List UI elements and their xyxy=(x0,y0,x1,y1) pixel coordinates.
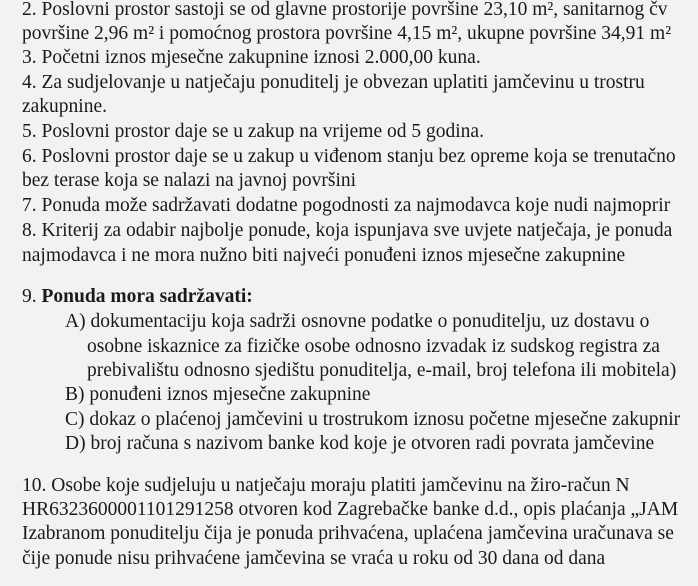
text-line: Izabranom ponuditelju čija je ponuda prihvaćena, uplaćena jamčevina uračunava se xyxy=(22,523,674,544)
text-line: 2. Poslovni prostor sastoji se od glavne prostorije površine 23,10 m², sanitarnog čv xyxy=(22,0,668,20)
list-item: A) dokumentaciju koja sadrži osnovne podatke o ponuditelju, uz dostavu o xyxy=(65,311,650,332)
text-line: čije ponude nisu prihvaćene jamčevina se vraća u roku od 30 dana od dana xyxy=(22,548,606,569)
list-item: C) dokaz o plaćenoj jamčevini u trostrukom iznosu početne mjesečne zakupnir xyxy=(65,409,681,430)
list-item: D) broj računa s nazivom banke kod koje je otvoren radi povrata jamčevine xyxy=(65,433,655,454)
text-line: bez terase koja se nalazi na javnoj površini xyxy=(22,170,357,191)
text-line: 5. Poslovni prostor daje se u zakup na vrijeme od 5 godina. xyxy=(22,121,484,142)
text-line: površine 2,96 m² i pomoćnog prostora površine 4,15 m², ukupne površine 34,91 m² xyxy=(22,23,672,44)
text-line: 7. Ponuda može sadržavati dodatne pogodnosti za najmodavca koje nudi najmoprir xyxy=(22,195,671,216)
text-line: zakupnine. xyxy=(22,96,108,117)
list-item-continuation: prebivalištu odnosno sjedištu ponuditelja, e-mail, broj telefona ili mobitela) xyxy=(87,360,677,381)
text-line: 8. Kriterij za odabir najbolje ponude, koja ispunjava sve uvjete natječaja, je ponuda xyxy=(22,220,673,241)
section-heading xyxy=(22,285,253,309)
text-line: 10. Osobe koje sudjeluju u natječaju moraju platiti jamčevinu na žiro-račun N xyxy=(22,475,630,496)
text-line: najmodavca i ne mora nužno biti najveći ponuđeni iznos mjesečne zakupnine xyxy=(22,245,626,266)
section-title: Ponuda mora sadržavati: xyxy=(41,286,253,307)
text-line: HR6323600001101291258 otvoren kod Zagrebačke banke d.d., opis plaćanja „JAM xyxy=(22,499,679,520)
text-line: 3. Početni iznos mjesečne zakupnine iznosi 2.000,00 kuna. xyxy=(22,47,481,68)
text-line: 4. Za sudjelovanje u natječaju ponuditelj je obvezan uplatiti jamčevinu u trostru xyxy=(22,72,645,93)
list-item-continuation: osobne iskaznice za fizičke osobe odnosno izvadak iz sudskog registra za xyxy=(87,336,660,357)
text-line: 6. Poslovni prostor daje se u zakup u viđenom stanju bez opreme koja se trenutačno xyxy=(22,146,676,167)
list-item: B) ponuđeni iznos mjesečne zakupnine xyxy=(65,384,371,405)
section-number: 9. xyxy=(22,286,42,307)
